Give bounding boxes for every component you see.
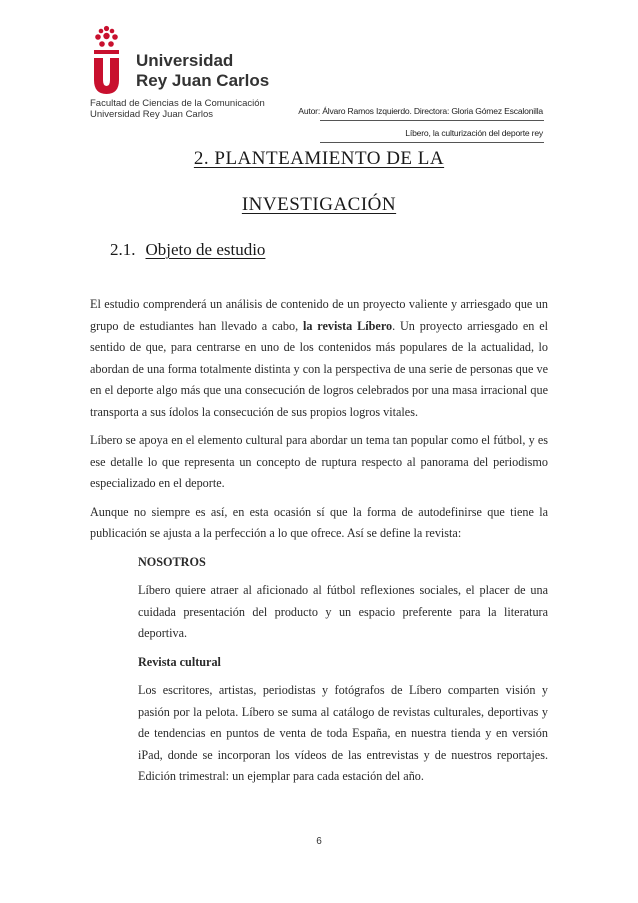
faculty-block [90, 98, 265, 120]
running-title: Líbero, la culturización del deporte rey [405, 128, 543, 138]
header-divider [320, 120, 544, 121]
body-text [90, 294, 548, 795]
header-divider-2 [320, 142, 544, 143]
section-heading [110, 240, 265, 260]
chapter-title-line2: INVESTIGACIÓN [241, 194, 397, 215]
faculty-name: Facultad de Ciencias de la Comunicación [90, 98, 265, 109]
paragraph: Aunque no siempre es así, en esta ocasión sí que la forma de autodefinirse que tiene la publicación se ajusta a la perfección a lo que ofrece. Así se define la revista: [90, 504, 548, 540]
quote-heading: Revista cultural [138, 654, 221, 669]
section-title: Objeto de estudio [145, 240, 266, 259]
logo-text-line1: Universidad [136, 51, 234, 70]
urjc-emblem-icon [90, 24, 136, 96]
quote-paragraph: Los escritores, artistas, periodistas y fotógrafos de Líbero comparten visión y pasión por la pelota. Líbero se suma al catálogo de revistas culturales, deportivas y de tendencias en puntos de venta de toda España, en nuestra tienda y en versión iPad, donde se incorporan los vídeos de las entrevistas y de nuestros reportajes. Edición trimestral: un ejemplar para cada estación del año. [138, 683, 548, 783]
quote-heading: NOSOTROS [138, 554, 206, 569]
magazine-name: la revista Líbero [302, 318, 393, 333]
logo-text-line2: Rey Juan Carlos [136, 71, 270, 90]
page-number: 6 [316, 836, 322, 847]
chapter-title-line1: 2. PLANTEAMIENTO DE LA [193, 148, 445, 169]
author-line: Autor: Álvaro Ramos Izquierdo. Directora: Gloria Gómez Escalonilla [298, 106, 543, 116]
university-logo [90, 24, 290, 96]
university-name: Universidad Rey Juan Carlos [90, 109, 214, 120]
quote-paragraph: Líbero quiere atraer al aficionado al fútbol reflexiones sociales, el placer de una cuidada presentación del producto y un espacio preferente para la literatura deportiva. [138, 583, 548, 640]
paragraph: El estudio comprenderá un análisis de contenido de un proyecto valiente y arriesgado que un grupo de estudiantes han llevado a cabo, la revista Líbero. Un proyecto arriesgado en el sentido de que, para centrarse en uno de los contenidos más populares de la actualidad, lo abordan de una forma totalmente distinta y con la perspectiva de una serie de personas que ve en el deporte algo más que una consecución de logros celebrados por una masa irracional que transporta a sus ídolos la consecución de sus propios logros vitales. [90, 297, 548, 419]
section-number: 2.1. [110, 240, 136, 259]
paragraph: Líbero se apoya en el elemento cultural para abordar un tema tan popular como el fútbol, y es ese detalle lo que representa un concepto de ruptura respecto al panorama del periodismo especializado en el deporte. [90, 433, 548, 490]
